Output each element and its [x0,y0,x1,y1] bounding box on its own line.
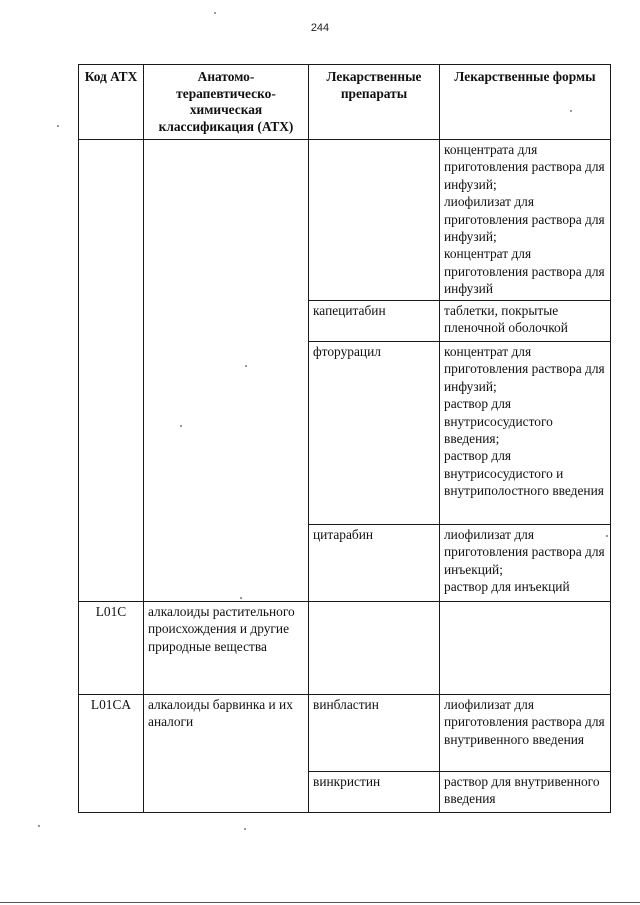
scan-speck [570,110,572,112]
classification-cell: алкалоиды барвинка и их аналоги [144,695,309,813]
scan-speck [214,12,216,14]
scan-speck [245,365,247,367]
form-item: лиофилизат для приготовления раствора для внутривенного введения [444,697,605,747]
code-cell: L01C [79,602,144,695]
forms-cell [440,695,611,772]
form-item: раствор для внутрисосудистого введения; [444,396,553,447]
forms-cell [440,525,611,602]
drug-cell: фторурацил [309,342,440,525]
page-number: 244 [310,22,330,34]
table-row [79,140,611,301]
header-code: Код АТХ [79,65,144,140]
classification-cell [144,140,309,602]
form-item: таблетки, покрытые пленочной оболочкой [444,303,568,336]
code-cell [79,140,144,602]
forms-cell [440,602,611,695]
table-row [79,695,611,772]
header-drugs: Лекарственные препараты [309,65,440,140]
header-classification: Анатомо-терапевтическо-химическая классификация (АТХ) [144,65,309,140]
forms-cell [440,772,611,813]
forms-cell [440,140,611,301]
scan-speck [244,828,246,830]
code-cell: L01CA [79,695,144,813]
drug-cell: цитарабин [309,525,440,602]
scan-edge-line [0,902,640,903]
scan-speck [38,825,40,827]
drug-cell: капецитабин [309,301,440,342]
form-item: концентрат для приготовления раствора для инфузий [444,246,605,297]
table-row [79,602,611,695]
scan-speck [57,125,59,127]
form-item: лиофилизат для приготовления раствора для инфузий; [444,194,605,245]
scan-speck [606,535,608,537]
drug-cell [309,140,440,301]
form-item: раствор для инъекций [444,579,570,595]
atc-drug-table [78,64,611,813]
forms-cell [440,342,611,525]
header-forms: Лекарственные формы [440,65,611,140]
scan-speck [180,425,182,427]
drug-cell: винкристин [309,772,440,813]
forms-cell [440,301,611,342]
drug-cell [309,602,440,695]
form-item: концентрата для приготовления раствора для инфузий; [444,142,605,192]
form-item: раствор для внутривенного введения [444,774,600,807]
form-item: лиофилизат для приготовления раствора для инъекций; [444,527,605,577]
drug-cell: винбластин [309,695,440,772]
scan-speck [240,597,242,599]
table-header-row [79,65,611,140]
form-item: концентрат для приготовления раствора для инфузий; [444,344,605,394]
classification-cell: алкалоиды растительного происхождения и другие природные вещества [144,602,309,695]
form-item: раствор для внутрисосудистого и внутриполостного введения [444,448,604,499]
